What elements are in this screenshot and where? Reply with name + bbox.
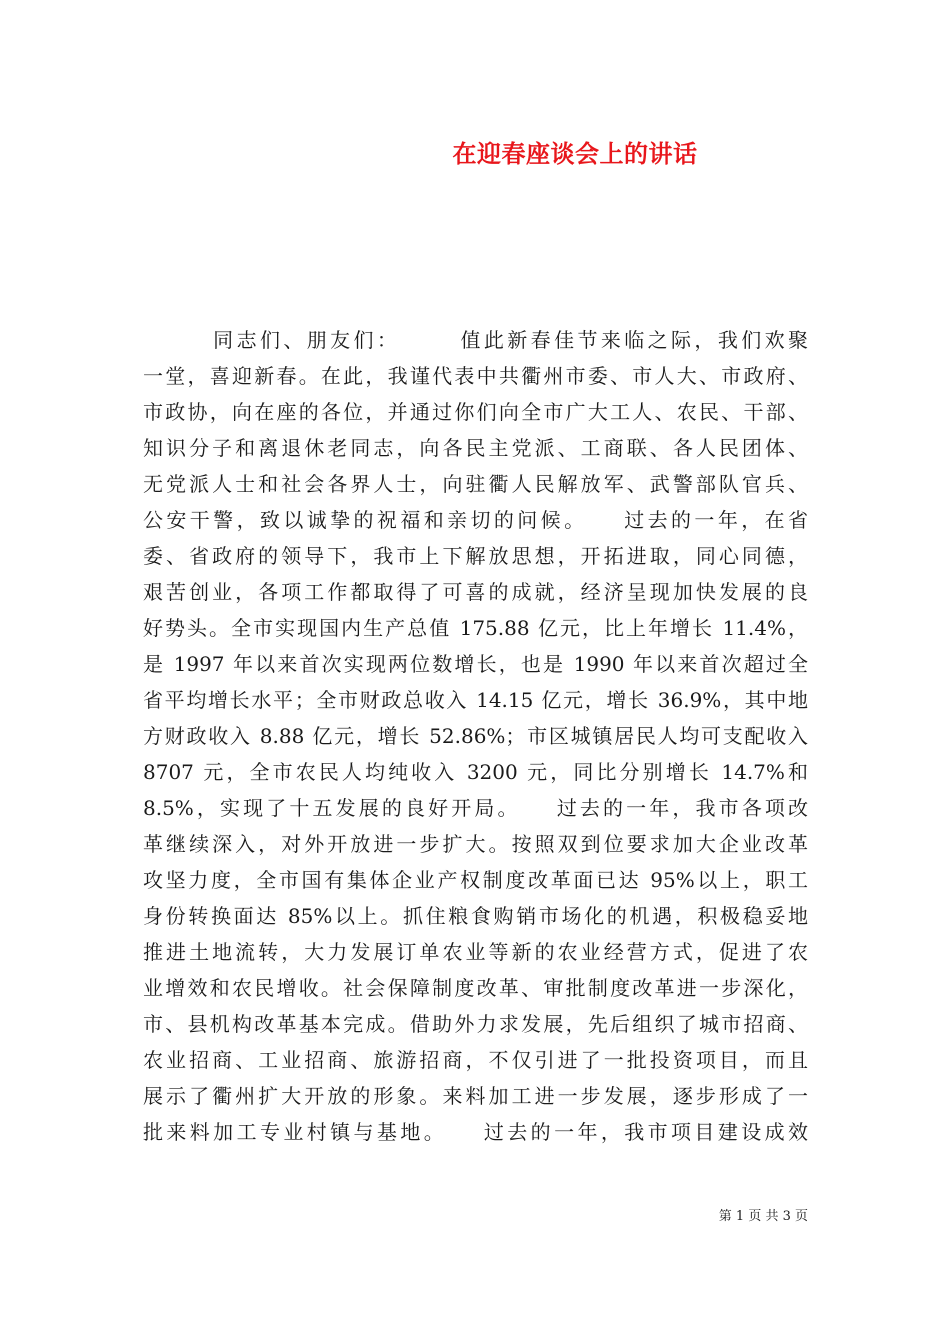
body-line: 是 1997 年以来首次实现两位数增长，也是 1990 年以来首次超过全: [143, 652, 808, 676]
document-body: [143, 322, 808, 1150]
body-line: 市、县机构改革基本完成。借助外力求发展，先后组织了城市招商、: [143, 1012, 808, 1036]
body-line: 8707 元，全市农民人均纯收入 3200 元，同比分别增长 14.7%和: [143, 760, 808, 784]
body-line: 业增效和农民增收。社会保障制度改革、审批制度改革进一步深化，: [143, 976, 808, 1000]
body-line: 委、省政府的领导下，我市上下解放思想，开拓进取，同心同德，: [143, 544, 808, 568]
body-line: 公安干警，致以诚挚的祝福和亲切的问候。 过去的一年，在省: [143, 508, 808, 532]
body-line: 市政协，向在座的各位，并通过你们向全市广大工人、农民、干部、: [143, 400, 808, 424]
body-line: 方财政收入 8.88 亿元，增长 52.86%；市区城镇居民人均可支配收入: [143, 724, 808, 748]
body-line: 一堂，喜迎新春。在此，我谨代表中共衢州市委、市人大、市政府、: [143, 364, 808, 388]
body-line: 省平均增长水平；全市财政总收入 14.15 亿元，增长 36.9%，其中地: [143, 688, 808, 712]
body-line: 革继续深入，对外开放进一步扩大。按照双到位要求加大企业改革: [143, 832, 808, 856]
body-line: 无党派人士和社会各界人士，向驻衢人民解放军、武警部队官兵、: [143, 472, 808, 496]
body-line: 展示了衢州扩大开放的形象。来料加工进一步发展，逐步形成了一: [143, 1084, 808, 1108]
body-line: 艰苦创业，各项工作都取得了可喜的成就，经济呈现加快发展的良: [143, 580, 808, 604]
body-line: 推进土地流转，大力发展订单农业等新的农业经营方式，促进了农: [143, 940, 808, 964]
body-line: 同志们、朋友们： 值此新春佳节来临之际，我们欢聚: [143, 328, 808, 352]
body-line: 攻坚力度，全市国有集体企业产权制度改革面已达 95%以上，职工: [143, 868, 808, 892]
page-number: 第 1 页 共 3 页: [718, 1209, 808, 1224]
body-line: 好势头。全市实现国内生产总值 175.88 亿元，比上年增长 11.4%，: [143, 616, 808, 640]
body-line: 身份转换面达 85%以上。抓住粮食购销市场化的机遇，积极稳妥地: [143, 904, 808, 928]
body-line: 知识分子和离退休老同志，向各民主党派、工商联、各人民团体、: [143, 436, 808, 460]
body-line: 农业招商、工业招商、旅游招商，不仅引进了一批投资项目，而且: [143, 1048, 808, 1072]
body-line: 批来料加工专业村镇与基地。 过去的一年，我市项目建设成效: [143, 1120, 808, 1144]
document-title: 在迎春座谈会上的讲话: [452, 139, 698, 168]
body-line: 8.5%，实现了十五发展的良好开局。 过去的一年，我市各项改: [143, 796, 808, 820]
